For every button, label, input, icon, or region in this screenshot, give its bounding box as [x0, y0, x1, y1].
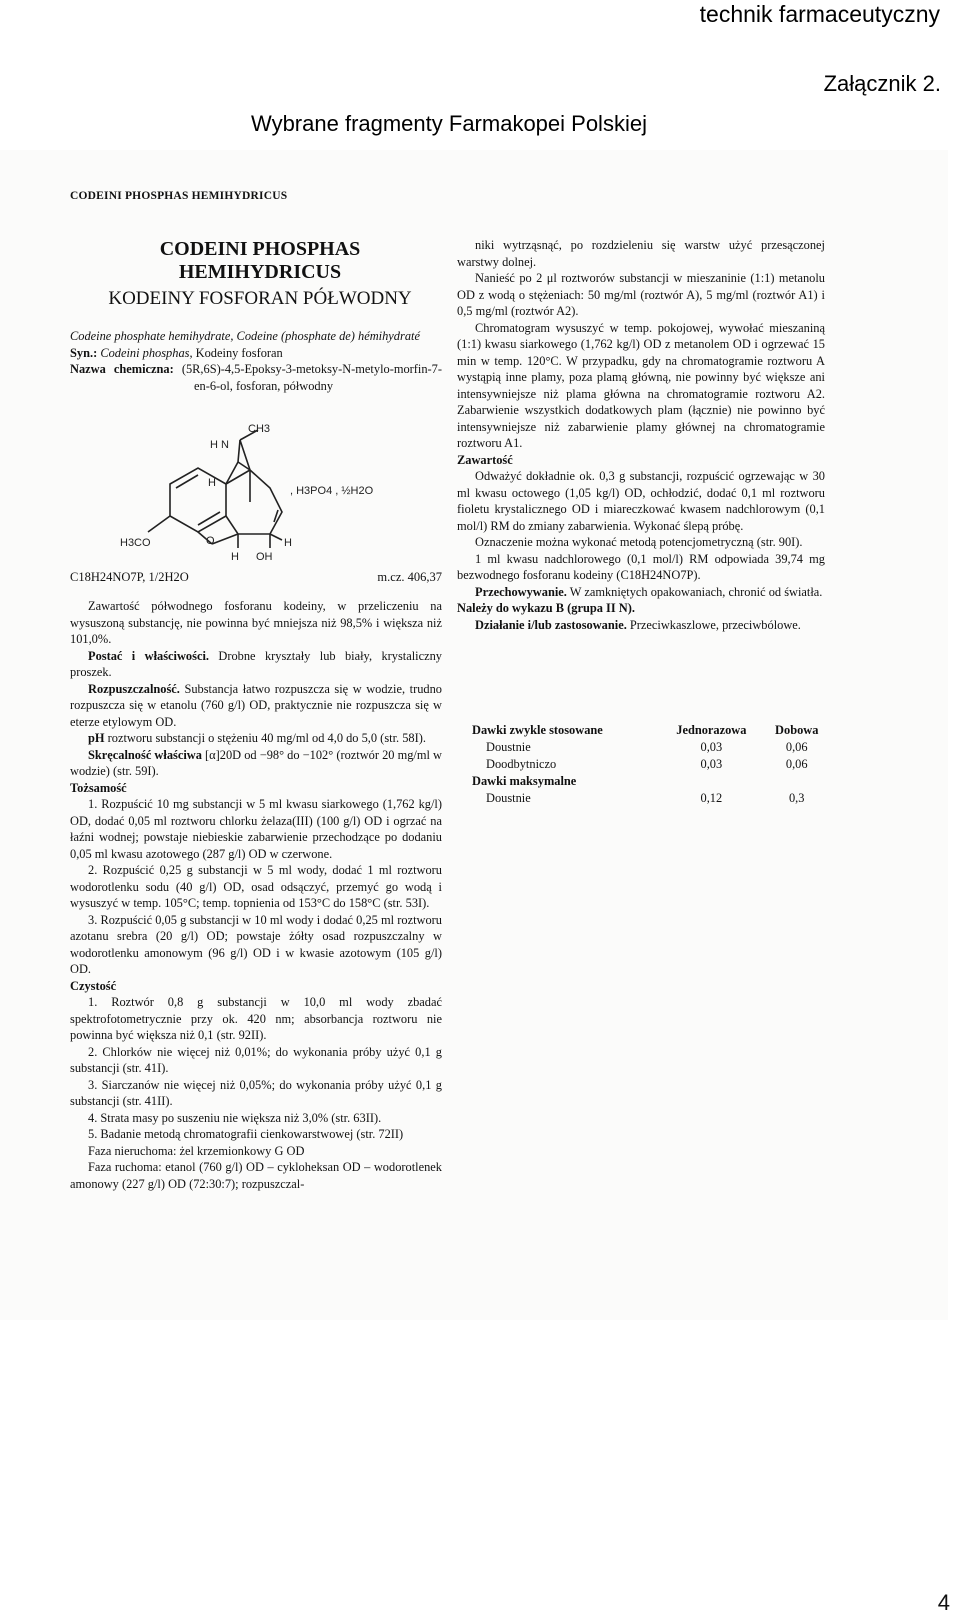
dose-single: 0,03 [700, 757, 723, 771]
synonyms-line [70, 345, 442, 362]
paragraph-text: W zamkniętych opakowaniach, chronić od światła. [566, 584, 823, 599]
aromatic-ring [170, 468, 226, 532]
dose-route: Doustnie [486, 740, 531, 754]
paragraph [70, 978, 442, 995]
paragraph-text: Faza nieruchoma: żel krzemionkowy G OD [88, 1143, 305, 1158]
document-subtitle: Wybrane fragmenty Farmakopei Polskiej [251, 111, 647, 136]
chem-label: Nazwa chemiczna: [70, 362, 174, 376]
dose-single: 0,03 [700, 740, 723, 754]
paragraph-text: 3. Siarczanów nie więcej niż 0,05%; do wykonania próby użyć 0,1 g substancji (str. 41II). [70, 1077, 442, 1108]
label-o: O [206, 535, 215, 547]
dose-daily: 0,06 [785, 757, 808, 771]
paragraph-lead: Postać i właściwości. [88, 648, 209, 663]
paragraph-text: Odważyć dokładnie ok. 0,3 g substancji, rozpuścić ogrzewając w 30 ml kwasu octowego (1,05 kg/l) OD, ochłodzić, dodać 0,1 ml roztworu fioletu krystalicznego OD i miareczkować kwasem nadchlorowym (0,1 mol/l) RM do zmiany zabarwienia. Wykonać ślepą próbę. [457, 469, 825, 533]
paragraph-text: 2. Chlorków nie więcej niż 0,01%; do wykonania próby użyć 0,1 g substancji (str. 41I). [70, 1044, 442, 1075]
paragraph [457, 617, 825, 634]
paragraph [70, 780, 442, 797]
paragraph-lead: Rozpuszczalność. [88, 681, 180, 696]
molecular-formula: C18H24NO7P, 1/2H2O [70, 570, 189, 584]
doses-row [470, 790, 830, 807]
right-column [457, 237, 825, 633]
paragraph-text: Zawartość półwodnego fosforanu kodeiny, w przeliczeniu na wysuszoną substancję, nie powinna być mniejsza niż 98,5% i większa niż 101,0%. [70, 599, 442, 646]
doses-max-label: Dawki maksymalne [472, 774, 577, 788]
paragraph [70, 1143, 442, 1160]
doses-head-daily: Dobowa [775, 723, 819, 737]
paragraph [70, 862, 442, 912]
paragraph-text: 1. Rozpuścić 10 mg substancji w 5 ml kwasu siarkowego (1,762 kg/l) OD, dodać 0,05 ml roztworu chlorku żelaza(III) (100 g/l) OD i ogrzać na łaźni wodnej; powstaje niebieskie zabarwienie przechodzące po dodaniu 0,05 ml kwasu azotowego (287 g/l) OD w czerwone. [70, 797, 442, 861]
paragraph [457, 600, 825, 617]
label-h-mid: H [208, 477, 216, 489]
dose-route: Doodbytniczo [486, 757, 557, 771]
doses-max-header [470, 773, 830, 790]
dose-daily: 0,3 [788, 791, 805, 805]
paragraph [70, 1077, 442, 1110]
paragraph-lead: Skręcalność właściwa [88, 747, 202, 762]
label-ch3: CH3 [248, 423, 271, 435]
syn-latin: Codeini phosphas, [100, 345, 193, 360]
synonyms-foreign: Codeine phosphate hemihydrate, Codeine (phosphate de) hémihydraté [70, 329, 420, 343]
paragraph [457, 468, 825, 534]
paragraph-text: 5. Badanie metodą chromatografii cienkowarstwowej (str. 72II) [88, 1127, 404, 1141]
doses-header [470, 722, 830, 739]
paragraph-text: Chromatogram wysuszyć w temp. pokojowej, wywołać mieszaniną (1:1) kwasu siarkowego (1,762 kg/l) OD z metanolem OD i ogrzewać 15 min w temp. 120°C. W przypadku, gdy na chromatogramie roztworu A wystąpią inne plamy, poza plamą główną, nie powinny być większe ani intensywniejsze niż plama główna na chromatogramie roztworu A2. Zabarwienie wszystkich dodatkowych plam (łącznie) nie powinno być intensywniejsze niż zabarwienie plamy głównej na chromatogramie roztworu A1. [457, 320, 825, 450]
paragraph [70, 912, 442, 978]
structural-formula [100, 422, 400, 567]
paragraph [70, 994, 442, 1044]
paragraph [70, 1044, 442, 1077]
doses-head-label: Dawki zwykle stosowane [472, 723, 603, 737]
paragraph [70, 1110, 442, 1127]
paragraph-lead: Tożsamość [70, 780, 127, 795]
label-oh: OH [256, 551, 273, 563]
label-h3co: H3CO [120, 537, 151, 549]
paragraph [70, 598, 442, 648]
dose-daily: 0,06 [785, 740, 808, 754]
running-head: CODEINI PHOSPHAS HEMIHYDRICUS [70, 190, 288, 202]
paragraph-text: 3. Rozpuścić 0,05 g substancji w 10 ml wody i dodać 0,25 ml roztworu azotanu srebra (20 g/l) OD; powstaje żółty osad rozpuszczalny w wodorotlenku amonowym (96 g/l) OD i w kwasie azotowym (105 g/l) OD. [70, 912, 442, 976]
monograph-title [70, 238, 450, 314]
paragraph [70, 648, 442, 681]
title-polish: KODEINY FOSFORAN PÓŁWODNY [108, 288, 412, 309]
doses-head-single: Jednorazowa [676, 723, 747, 737]
label-h-bottom: H [231, 551, 239, 563]
doses-row [470, 739, 830, 756]
paragraph-text: 1 ml kwasu nadchlorowego (0,1 mol/l) RM odpowiada 39,74 mg bezwodnego fosforanu kodeiny (C18H24NO7P). [457, 551, 825, 582]
paragraph [457, 270, 825, 320]
paragraph-text: 1. Roztwór 0,8 g substancji w 10,0 ml wody zbadać spektrofotometrycznie przy ok. 420 nm; absorbancja roztworu nie powinna być większa niż 0,1 (str. 92II). [70, 995, 442, 1042]
paragraph-text: Drobne kryształy lub biały, krystaliczny proszek. [70, 648, 442, 679]
paragraph-text: Oznaczenie można wykonać metodą potencjometryczną (str. 90I). [475, 535, 803, 549]
paragraph-text: Substancja łatwo rozpuszcza się w wodzie, trudno rozpuszcza się w etanolu (760 g/l) OD, praktycznie nie rozpuszcza się w eterze etylowym OD. [70, 681, 442, 729]
paragraph-text: [α]20D od −98° do −102° (roztwór 20 mg/ml w wodzie) (str. 59I). [70, 747, 442, 778]
annex-label: Załącznik 2. [823, 71, 941, 96]
paragraph [457, 320, 825, 452]
chemical-name [70, 361, 442, 394]
paragraph-lead: Działanie i/lub zastosowanie. [475, 617, 627, 632]
paragraph [70, 730, 442, 747]
paragraph-text: Faza ruchoma: etanol (760 g/l) OD – cykloheksan OD – wodorotlenek amonowy (227 g/l) OD (72:30:7); rozpuszczal- [70, 1160, 442, 1191]
paragraph [70, 747, 442, 780]
dose-single: 0,12 [700, 791, 723, 805]
label-h-right: H [284, 537, 292, 549]
title-latin-1: CODEINI PHOSPHAS [159, 238, 361, 260]
paragraph-text: roztworu substancji o stężeniu 40 mg/ml od 4,0 do 5,0 (str. 58I). [104, 731, 426, 745]
paragraph [70, 796, 442, 862]
pharmacopoeia-scan [0, 150, 948, 1320]
chem-value: (5R,6S)-4,5-Epoksy-3-metoksy-N-metylo-morfin-7-en-6-ol, fosforan, półwodny [181, 362, 442, 393]
paragraph [457, 534, 825, 551]
paragraph-lead: Przechowywanie. [475, 584, 567, 599]
formula-line [70, 570, 442, 585]
paragraph [457, 452, 825, 469]
paragraph [457, 584, 825, 601]
paragraph [70, 1159, 442, 1192]
label-salt: , H3PO4 , ½H2O [290, 485, 374, 497]
paragraph-text: niki wytrząsnąć, po rozdzieleniu się warstw użyć przesączonej warstwy dolnej. [457, 238, 825, 269]
page-number: 4 [937, 1590, 950, 1615]
header-subject: technik farmaceutyczny [699, 1, 940, 27]
paragraph [457, 551, 825, 584]
paragraph-lead: pH [88, 731, 105, 745]
paragraph [70, 1126, 442, 1143]
paragraph-lead: Czystość [70, 978, 117, 993]
paragraph-text: Przeciwkaszlowe, przeciwbólowe. [626, 617, 801, 632]
paragraph-text: 4. Strata masy po suszeniu nie większa niż 3,0% (str. 63II). [88, 1110, 382, 1125]
paragraph-lead: Należy do wykazu B (grupa II N). [457, 601, 635, 615]
syn-polish: Kodeiny fosforan [192, 345, 283, 360]
paragraph-lead: Zawartość [457, 452, 513, 467]
paragraph-text: Nanieść po 2 μl roztworów substancji w mieszaninie (1:1) metanolu OD z wodą o stężeniach: 50 mg/ml (roztwór A), 5 mg/ml (roztwór A1) i 0,5 mg/ml (roztwór A2). [457, 271, 825, 318]
doses-table [470, 722, 830, 807]
title-latin-2: HEMIHYDRICUS [178, 261, 342, 283]
paragraph [70, 681, 442, 731]
syn-label: Syn.: [70, 345, 98, 360]
doses-row [470, 756, 830, 773]
paragraph [457, 237, 825, 270]
dose-route: Doustnie [486, 791, 531, 805]
left-column [70, 598, 442, 1192]
molar-mass: m.cz. 406,37 [377, 570, 442, 584]
paragraph-text: 2. Rozpuścić 0,25 g substancji w 5 ml wody, dodać 1 ml roztworu wodorotlenku sodu (40 g/l) OD, osad odsączyć, przemyć go wodą i wysuszyć w temp. 105°C; temp. topnienia od 153°C do 158°C (str. 53I). [70, 863, 442, 910]
label-h-n: H N [210, 439, 229, 451]
names-block [70, 328, 442, 394]
